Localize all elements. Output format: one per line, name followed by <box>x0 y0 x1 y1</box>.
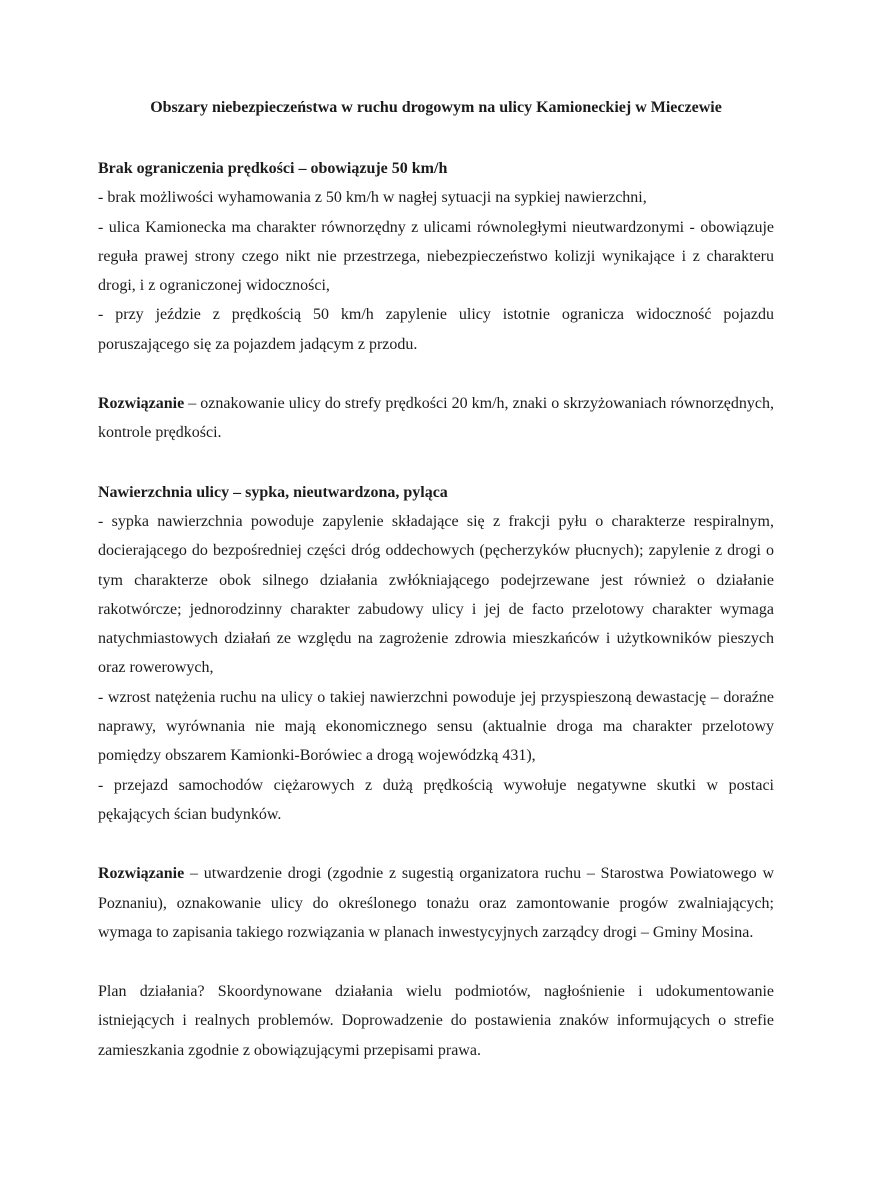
section-speed-heading: Brak ograniczenia prędkości – obowiązuje 50 km/h <box>98 160 448 177</box>
document-title: Obszary niebezpieczeństwa w ruchu drogowym na ulicy Kamioneckiej w Mieczewie <box>150 99 722 116</box>
solution-text: – utwardzenie drogi (zgodnie z sugestią organizatora ruchu – Starostwa Powiatowego w Poznaniu), oznakowanie ulicy do określonego tonażu oraz zamontowanie progów zwalniających; wymaga to zapisania takiego rozwiązania w planach inwestycyjnych zarządcy drogi – Gminy Mosina. <box>98 865 774 941</box>
solution-label: Rozwiązanie <box>98 865 185 883</box>
section-surface-heading: Nawierzchnia ulicy – sypka, nieutwardzona, pyląca <box>98 483 448 501</box>
section-speed-item-2: - ulica Kamionecka ma charakter równorzędny z ulicami równoległymi nieutwardzonymi - obowiązuje reguła prawej strony czego nikt nie przestrzega, niebezpieczeństwo kolizji wynikające i z charakteru drogi, i z ograniczonej widoczności, <box>98 218 774 295</box>
document-body <box>98 96 774 1065</box>
section-surface-item-2: - wzrost natężenia ruchu na ulicy o takiej nawierzchni powoduje jej przyspieszoną dewastację – doraźne naprawy, wyrównania nie mają ekonomicznego sensu (aktualnie droga ma charakter przelotowy pomiędzy obszarem Kamionki-Borówiec a drogą wojewódzką 431), <box>98 688 774 765</box>
action-plan: Plan działania? Skoordynowane działania wielu podmiotów, nagłośnienie i udokumentowanie istniejących i realnych problemów. Doprowadzenie do postawienia znaków informujących o strefie zamieszkania zgodnie z obowiązującymi przepisami prawa. <box>98 983 774 1059</box>
solution-label: Rozwiązanie <box>98 395 185 413</box>
section-speed-item-3: - przy jeździe z prędkością 50 km/h zapylenie ulicy istotnie ogranicza widoczność pojazdu poruszającego się za pojazdem jadącym z przodu. <box>98 306 774 353</box>
section-surface-item-3: - przejazd samochodów ciężarowych z dużą prędkością wywołuje negatywne skutki w postaci pękających ścian budynków. <box>98 776 774 823</box>
section-speed-item-1: - brak możliwości wyhamowania z 50 km/h w nagłej sytuacji na sypkiej nawierzchni, <box>98 189 647 207</box>
section-surface-item-1: - sypka nawierzchnia powoduje zapylenie składające się z frakcji pyłu o charakterze respiralnym, docierającego do bezpośredniej części dróg oddechowych (pęcherzyków płucnych); zapylenie z drogi o tym charakterze obok silnego działania zwłókniającego podejrzewane jest również o działanie rakotwórcze; jednorodzinny charakter zabudowy ulicy i jej de facto przelotowy charakter wymaga natychmiastowych działań ze względu na zagrożenie zdrowia mieszkańców i użytkowników pieszych oraz rowerowych, <box>98 512 774 677</box>
section-speed-solution <box>98 389 774 448</box>
section-surface-solution <box>98 859 774 947</box>
solution-text: – oznakowanie ulicy do strefy prędkości 20 km/h, znaki o skrzyżowaniach równorzędnych, kontrole prędkości. <box>98 395 774 442</box>
